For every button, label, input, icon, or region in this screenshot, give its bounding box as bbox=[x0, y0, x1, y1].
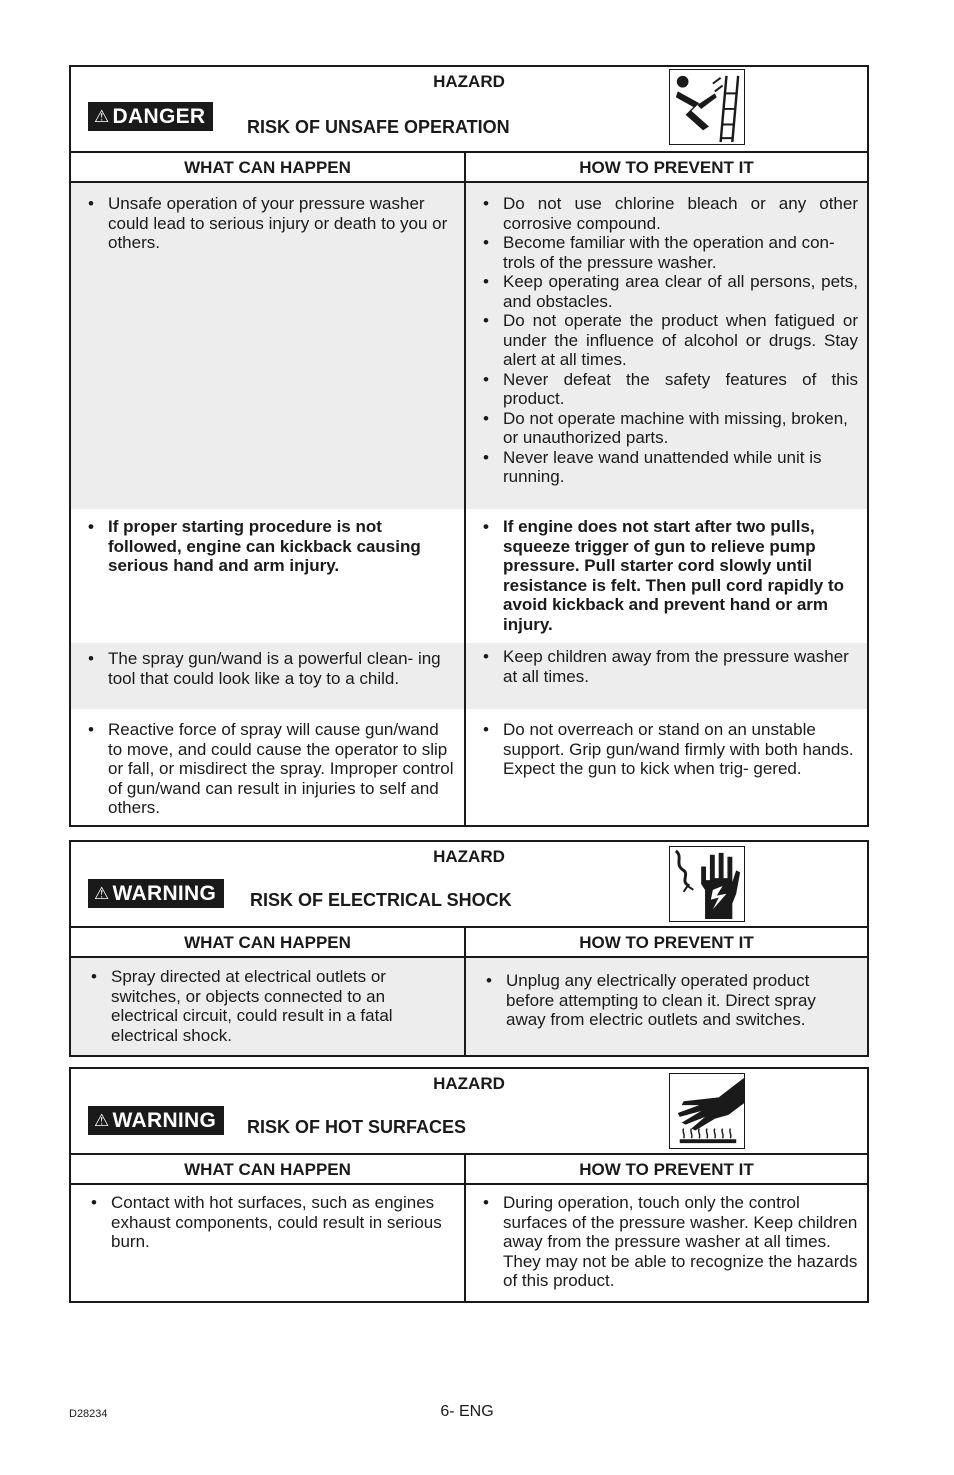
risk-title: RISK OF HOT SURFACES bbox=[247, 1117, 467, 1137]
list-item: • Do not operate the product when fatigued or under the influence of alcohol or drugs. Stay alert at all times. bbox=[482, 311, 858, 370]
how-cell bbox=[466, 709, 867, 825]
how-cell bbox=[466, 183, 867, 509]
how-cell bbox=[466, 958, 867, 1055]
risk-title: RISK OF UNSAFE OPERATION bbox=[247, 117, 510, 137]
list-item: • If engine does not start after two pulls, squeeze trigger of gun to relieve pump pressure. Pull starter cord slowly until resistance is felt. Then pull cord rapidly to avoid kickback and prevent hand or arm injury. bbox=[482, 517, 858, 634]
list-item: • Do not overreach or stand on an unstable support. Grip gun/wand firmly with both hands. Expect the gun to kick when trig- gered. bbox=[482, 720, 858, 779]
hot-surface-hand-icon bbox=[669, 1073, 745, 1149]
col-how-to-prevent: HOW TO PREVENT IT bbox=[579, 1160, 754, 1179]
danger-badge bbox=[88, 102, 213, 131]
col-how-to-prevent: HOW TO PREVENT IT bbox=[579, 158, 754, 177]
warning-badge bbox=[88, 1106, 224, 1135]
what-cell bbox=[71, 958, 466, 1055]
list-item: • Unsafe operation of your pressure washer could lead to serious injury or death to you or others. bbox=[87, 194, 454, 253]
hazard-label: HAZARD bbox=[433, 1074, 505, 1093]
how-cell bbox=[466, 1185, 867, 1301]
badge-label: WARNING bbox=[112, 882, 217, 905]
col-how-to-prevent: HOW TO PREVENT IT bbox=[579, 933, 754, 952]
hazard-header bbox=[71, 67, 867, 153]
what-cell bbox=[71, 183, 466, 509]
column-headers bbox=[71, 1155, 867, 1185]
column-headers bbox=[71, 928, 867, 958]
what-cell bbox=[71, 509, 466, 643]
how-cell bbox=[466, 643, 867, 709]
hazard-label: HAZARD bbox=[433, 72, 505, 91]
how-cell bbox=[466, 509, 867, 643]
warning-triangle-icon: ⚠ bbox=[94, 884, 110, 903]
table-row bbox=[71, 709, 867, 825]
col-what-can-happen: WHAT CAN HAPPEN bbox=[71, 153, 466, 181]
list-item: • Contact with hot surfaces, such as engines exhaust components, could result in serious burn. bbox=[90, 1193, 454, 1252]
table-row bbox=[71, 183, 867, 509]
hazard-header bbox=[71, 842, 867, 928]
list-item: • Spray directed at electrical outlets or switches, or objects connected to an electrical circuit, could result in a fatal electrical shock. bbox=[90, 967, 454, 1045]
warning-badge bbox=[88, 879, 224, 908]
table-row bbox=[71, 958, 867, 1055]
badge-label: WARNING bbox=[112, 1109, 217, 1132]
document-code: D28234 bbox=[69, 1408, 108, 1420]
col-what-can-happen: WHAT CAN HAPPEN bbox=[71, 1155, 466, 1183]
list-item: • During operation, touch only the control surfaces of the pressure washer. Keep children away from the pressure washer at all times. They may not be able to recognize the hazards of this product. bbox=[482, 1193, 858, 1291]
list-item: • Never leave wand unattended while unit is running. bbox=[482, 448, 858, 487]
what-cell bbox=[71, 643, 466, 709]
list-item: • If proper starting procedure is not followed, engine can kickback causing serious hand and arm injury. bbox=[87, 517, 454, 576]
list-item: • Keep children away from the pressure washer at all times. bbox=[482, 647, 858, 686]
hazard-label: HAZARD bbox=[433, 847, 505, 866]
table-row bbox=[71, 509, 867, 643]
what-cell bbox=[71, 709, 466, 825]
table-row bbox=[71, 1185, 867, 1301]
column-headers bbox=[71, 153, 867, 183]
danger-hazard-table bbox=[69, 65, 869, 827]
list-item: • The spray gun/wand is a powerful clean- ing tool that could look like a toy to a child. bbox=[87, 649, 454, 688]
list-item: • Keep operating area clear of all persons, pets, and obstacles. bbox=[482, 272, 858, 311]
badge-label: DANGER bbox=[112, 105, 206, 128]
hot-surface-hazard-table bbox=[69, 1067, 869, 1303]
col-what-can-happen: WHAT CAN HAPPEN bbox=[71, 928, 466, 956]
risk-title: RISK OF ELECTRICAL SHOCK bbox=[250, 890, 512, 910]
list-item: • Reactive force of spray will cause gun/wand to move, and could cause the operator to slip or fall, or misdirect the spray. Improper control of gun/wand can result in injuries to self and others. bbox=[87, 720, 454, 818]
list-item: • Do not use chlorine bleach or any other corrosive compound. bbox=[482, 194, 858, 233]
list-item: • Never defeat the safety features of this product. bbox=[482, 370, 858, 409]
table-row bbox=[71, 643, 867, 709]
hazard-header bbox=[71, 1069, 867, 1155]
warning-triangle-icon: ⚠ bbox=[94, 1111, 110, 1130]
electric-shock-hand-icon bbox=[669, 846, 745, 922]
warning-triangle-icon: ⚠ bbox=[94, 107, 110, 126]
person-falling-ladder-icon bbox=[669, 69, 745, 145]
page-number: 6- ENG bbox=[440, 1403, 494, 1420]
list-item: • Unplug any electrically operated product before attempting to clean it. Direct spray away from electric outlets and switches. bbox=[485, 971, 858, 1030]
list-item: • Become familiar with the operation and con- trols of the pressure washer. bbox=[482, 233, 858, 272]
list-item: • Do not operate machine with missing, broken, or unauthorized parts. bbox=[482, 409, 858, 448]
shock-hazard-table bbox=[69, 840, 869, 1057]
what-cell bbox=[71, 1185, 466, 1301]
